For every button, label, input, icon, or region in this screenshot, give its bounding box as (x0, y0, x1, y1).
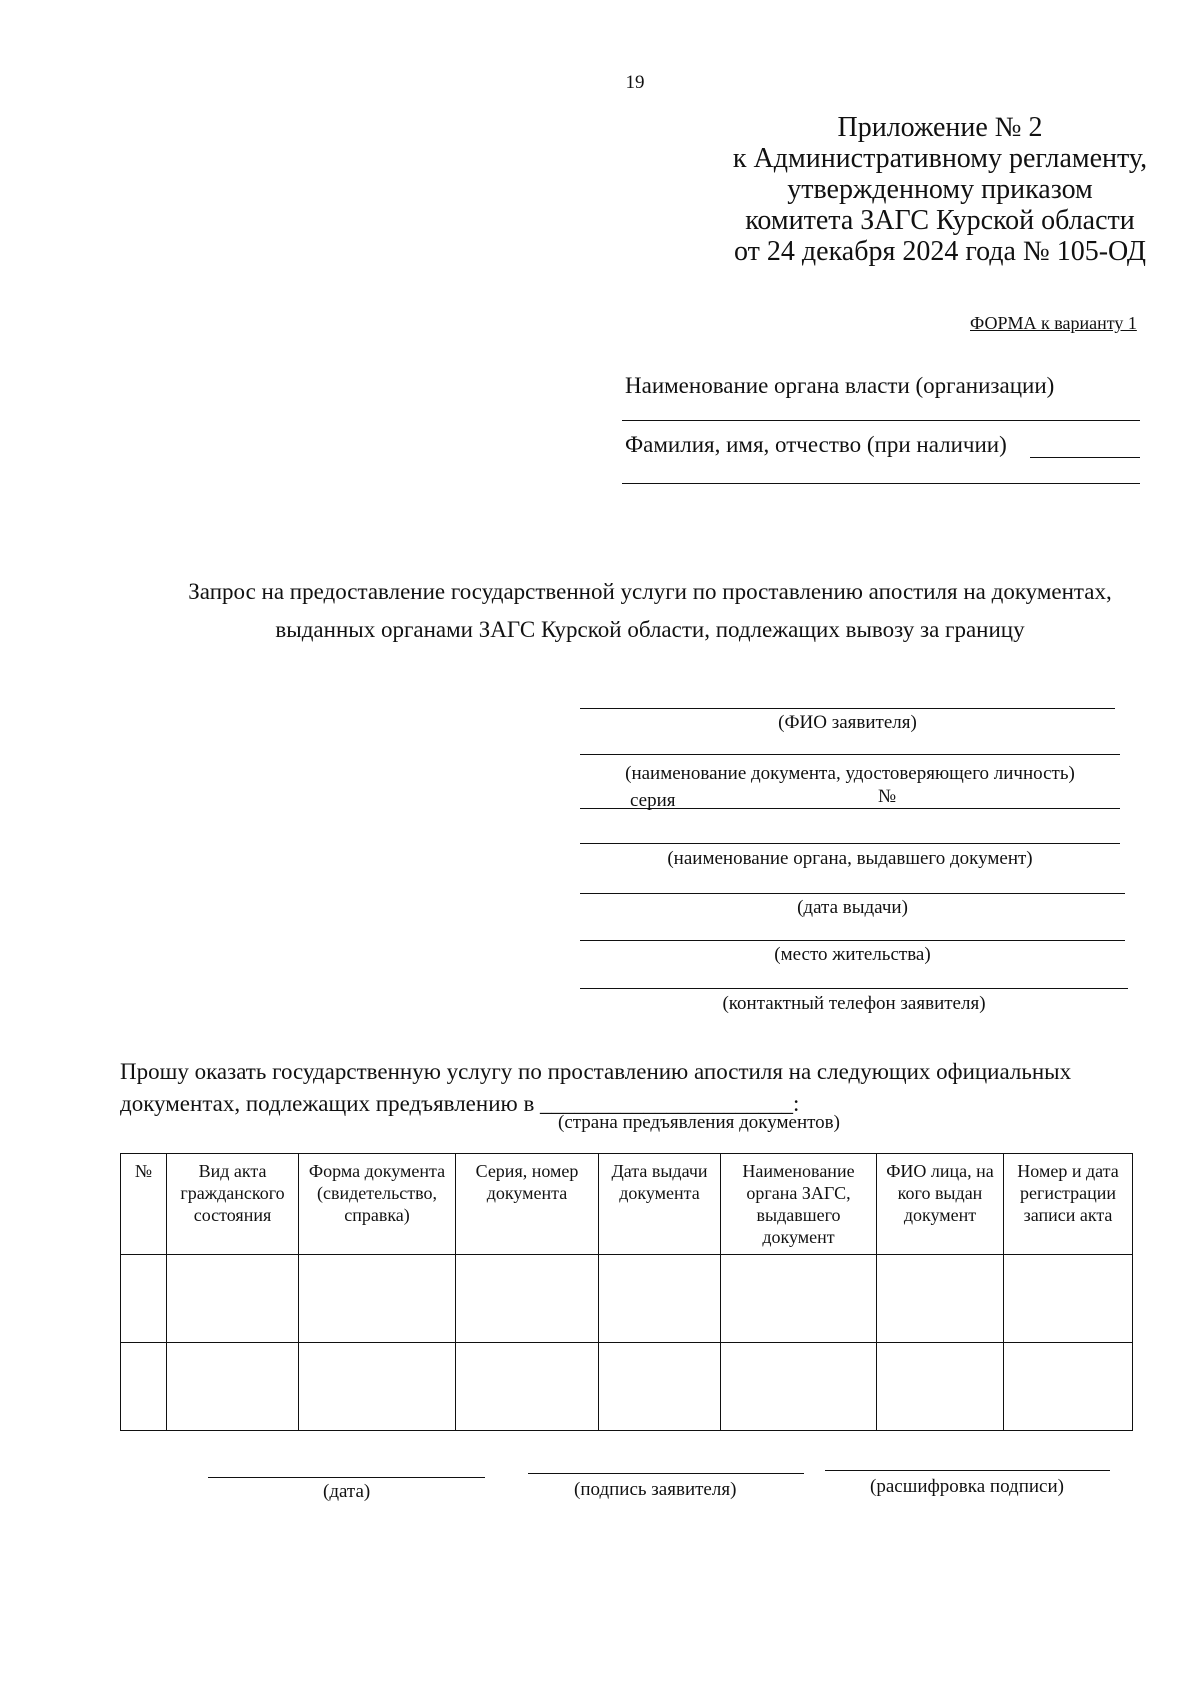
issue-date-caption: (дата выдачи) (797, 897, 908, 918)
appendix-line: комитета ЗАГС Курской области (745, 205, 1135, 236)
table-cell[interactable] (456, 1255, 599, 1343)
signature-transcript-line[interactable] (825, 1470, 1110, 1471)
date-signature-line[interactable] (208, 1477, 485, 1478)
table-cell[interactable] (877, 1343, 1004, 1431)
series-number-line[interactable] (580, 808, 1120, 809)
appendix-header (660, 112, 1200, 267)
signature-transcript-caption: (расшифровка подписи) (870, 1476, 1064, 1497)
table-cell[interactable] (721, 1255, 877, 1343)
applicant-name-label: Фамилия, имя, отчество (при наличии) (625, 432, 1007, 457)
date-caption: (дата) (323, 1481, 371, 1502)
request-line: Прошу оказать государственную услугу по проставлению апостиля на следующих официальных (120, 1059, 1072, 1084)
table-cell[interactable] (1004, 1255, 1133, 1343)
issuing-authority-line[interactable] (580, 843, 1120, 844)
appendix-line: к Административному регламенту, (732, 143, 1148, 174)
request-line: документах, подлежащих предъявлению в ______________________: (120, 1091, 800, 1116)
request-paragraph (120, 1056, 1130, 1120)
form-variant-label: ФОРМА к варианту 1 (970, 313, 1137, 333)
appendix-line: утвержденному приказом (787, 174, 1093, 205)
page-number: 19 (625, 72, 645, 93)
table-cell[interactable] (877, 1255, 1004, 1343)
table-cell[interactable] (456, 1343, 599, 1431)
residence-line[interactable] (580, 940, 1125, 941)
column-header-registry-office: Наименование органа ЗАГС, выдавшего документ (721, 1154, 877, 1255)
table-row (121, 1343, 1133, 1431)
table-row (121, 1255, 1133, 1343)
column-header-issue-date: Дата выдачи документа (599, 1154, 721, 1255)
authority-input-line[interactable] (622, 420, 1140, 421)
appendix-line: от 24 декабря 2024 года № 105-ОД (734, 236, 1146, 267)
documents-table (120, 1153, 1133, 1431)
issue-date-line[interactable] (580, 893, 1125, 894)
applicant-full-name-caption: (ФИО заявителя) (778, 712, 917, 733)
column-header-act-type: Вид акта гражданского состояния (167, 1154, 299, 1255)
issuing-authority-caption: (наименование органа, выдавшего документ) (667, 848, 1033, 869)
phone-line[interactable] (580, 988, 1128, 989)
applicant-name-input-line[interactable] (1030, 457, 1140, 458)
country-caption: (страна предъявления документов) (558, 1112, 840, 1133)
document-title (120, 573, 1180, 649)
number-label: № (878, 786, 897, 807)
column-header-number: № (121, 1154, 167, 1255)
table-cell[interactable] (599, 1255, 721, 1343)
column-header-document-form: Форма документа (свидетельство, справка) (299, 1154, 456, 1255)
applicant-signature-caption: (подпись заявителя) (574, 1479, 737, 1500)
table-header-row (121, 1154, 1133, 1255)
table-cell[interactable] (299, 1343, 456, 1431)
table-cell[interactable] (167, 1255, 299, 1343)
table-cell[interactable] (299, 1255, 456, 1343)
phone-caption: (контактный телефон заявителя) (722, 993, 986, 1014)
table-cell[interactable] (121, 1255, 167, 1343)
table-cell[interactable] (167, 1343, 299, 1431)
column-header-record-number-date: Номер и дата регистрации записи акта (1004, 1154, 1133, 1255)
applicant-signature-line[interactable] (528, 1473, 804, 1474)
applicant-name-input-line-2[interactable] (622, 483, 1140, 484)
applicant-full-name-line[interactable] (580, 708, 1115, 709)
series-label: серия (630, 790, 676, 811)
table-cell[interactable] (599, 1343, 721, 1431)
id-document-caption: (наименование документа, удостоверяющего личность) (625, 763, 1075, 784)
id-document-line[interactable] (580, 754, 1120, 755)
column-header-person-name: ФИО лица, на кого выдан документ (877, 1154, 1004, 1255)
residence-caption: (место жительства) (774, 944, 931, 965)
title-line: Запрос на предоставление государственной услуги по проставлению апостиля на документах, (188, 579, 1112, 604)
column-header-series-number: Серия, номер документа (456, 1154, 599, 1255)
appendix-line: Приложение № 2 (837, 112, 1043, 143)
table-cell[interactable] (121, 1343, 167, 1431)
title-line: выданных органами ЗАГС Курской области, подлежащих вывозу за границу (275, 617, 1025, 642)
table-cell[interactable] (721, 1343, 877, 1431)
authority-label: Наименование органа власти (организации) (625, 373, 1055, 398)
table-cell[interactable] (1004, 1343, 1133, 1431)
